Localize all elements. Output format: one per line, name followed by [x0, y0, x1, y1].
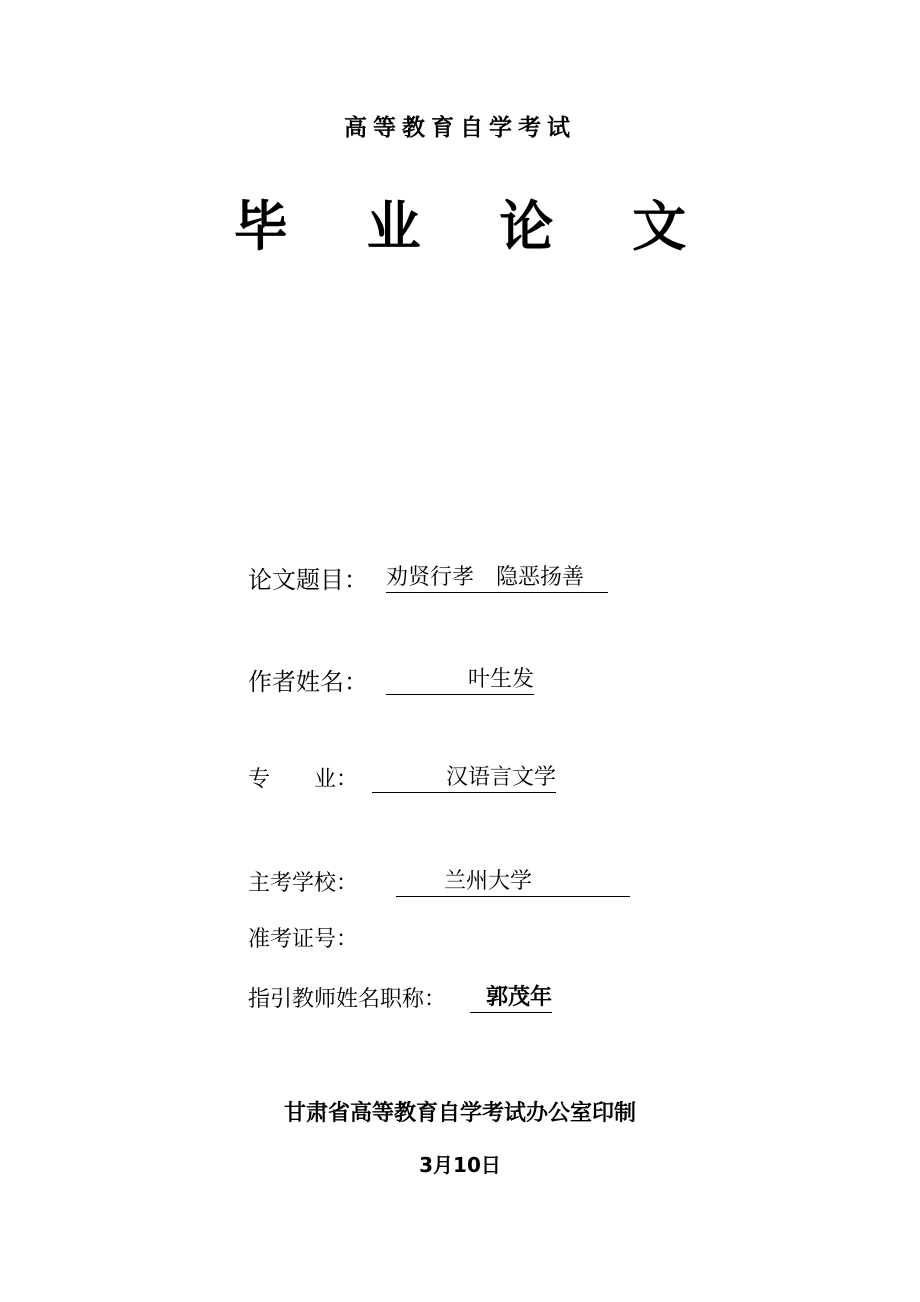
school-value — [396, 866, 630, 897]
topic-label: 论文题目： — [248, 566, 368, 594]
issue-date: 3月10日 — [419, 1153, 501, 1177]
advisor-value — [470, 982, 552, 1013]
advisor-label: 指引教师姓名职称： — [248, 987, 447, 1012]
author-value — [386, 664, 534, 695]
major-value-text: 汉语言文学 — [445, 765, 556, 790]
major-value — [372, 762, 556, 793]
document-title: 毕 业 论 文 — [233, 195, 717, 258]
school-value-text: 兰州大学 — [444, 869, 533, 894]
major-label: 专 业： — [248, 767, 359, 792]
topic-value-text: 劝贤行孝 隐恶扬善 — [386, 565, 585, 590]
exam-title: 高等教育自学考试 — [344, 115, 576, 141]
topic-value — [386, 562, 608, 593]
advisor-value-text: 郭茂年 — [485, 985, 552, 1010]
issuing-organization: 甘肃省高等教育自学考试办公室印制 — [283, 1101, 636, 1126]
author-label: 作者姓名： — [248, 668, 368, 696]
school-label: 主考学校： — [248, 871, 359, 896]
exam-number-label: 准考证号： — [248, 927, 359, 952]
author-value-text: 叶生发 — [467, 667, 534, 692]
